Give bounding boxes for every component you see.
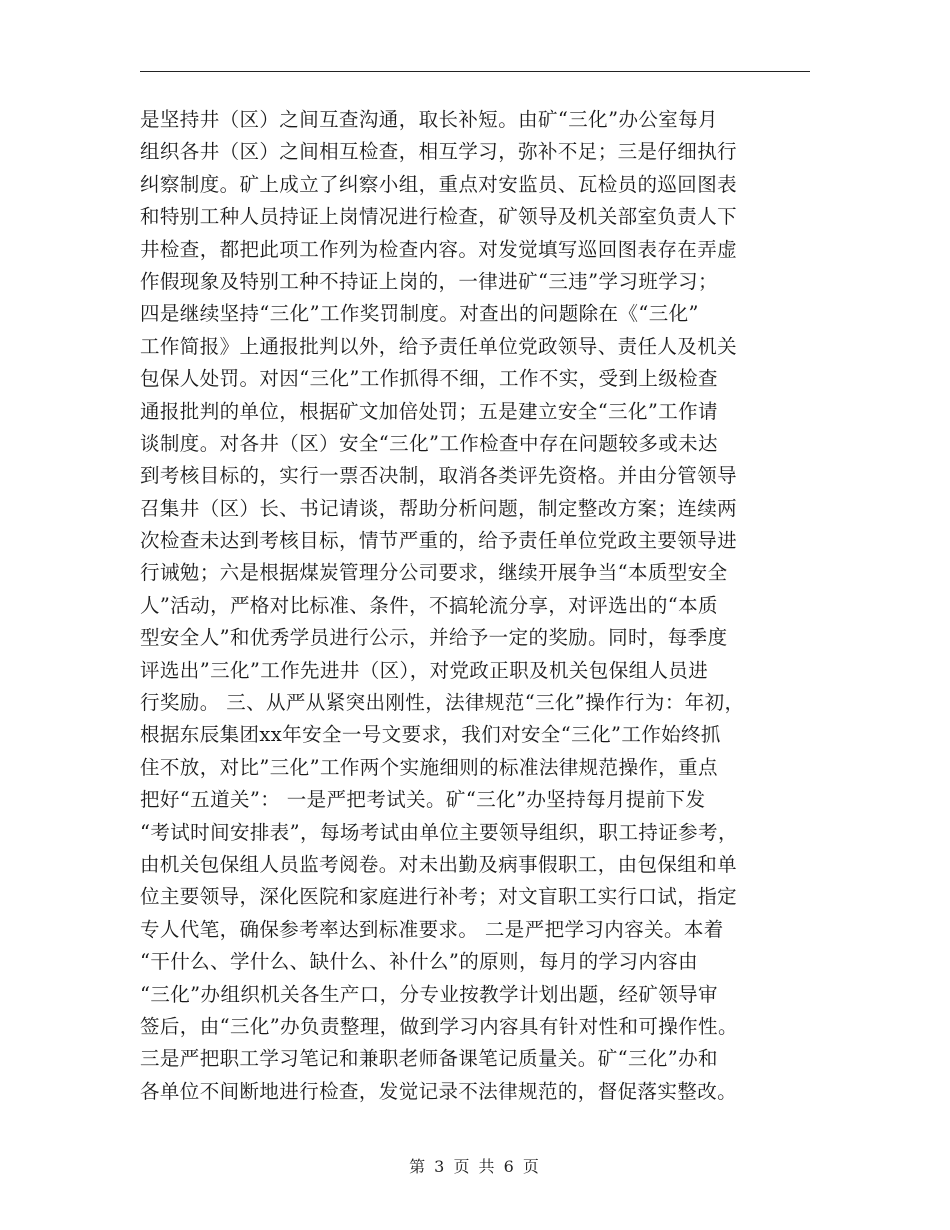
body-line: 四是继续坚持“三化”工作奖罚制度。对查出的问题除在《“三化”	[140, 302, 699, 326]
body-line: 到考核目标的，实行一票否决制，取消各类评先资格。并由分管领导	[140, 464, 738, 488]
body-line: 把好“五道关”： 一是严把考试关。矿“三化”办坚持每月提前下发	[140, 788, 706, 812]
body-line: 由机关包保组人员监考阅卷。对未出勤及病事假职工，由包保组和单	[140, 852, 738, 876]
body-line: 次检查未达到考核目标，情节严重的，给予责任单位党政主要领导进	[140, 529, 738, 553]
body-line: 住不放，对比”三化”工作两个实施细则的标准法律规范操作，重点	[140, 755, 718, 779]
header-rule	[140, 71, 810, 72]
body-line: 人”活动，严格对比标准、条件，不搞轮流分享，对评选出的“本质	[140, 593, 718, 617]
body-line: 根据东辰集团xx年安全一号文要求，我们对安全“三化”工作始终抓	[140, 723, 721, 747]
body-line: 召集井（区）长、书记请谈，帮助分析问题，制定整改方案；连续两	[140, 496, 738, 520]
body-line: 行诫勉；六是根据煤炭管理分公司要求，继续开展争当“本质型安全	[140, 561, 728, 585]
body-line: 行奖励。 三、从严从紧突出刚性，法律规范“三化”操作行为：年初，	[140, 691, 745, 715]
body-line: 和特别工种人员持证上岗情况进行检查，矿领导及机关部室负责人下	[140, 205, 738, 229]
body-line: 组织各井（区）之间相互检查，相互学习，弥补不足；三是仔细执行	[140, 140, 738, 164]
body-line: “三化”办组织机关各生产口，分专业按教学计划出题，经矿领导审	[140, 982, 718, 1006]
body-line: 签后，由“三化”办负责整理，做到学习内容具有针对性和可操作性。	[140, 1014, 738, 1038]
body-line: 工作简报》上通报批判以外，给予责任单位党政领导、责任人及机关	[140, 334, 738, 358]
body-line: 纠察制度。矿上成立了纠察小组，重点对安监员、瓦检员的巡回图表	[140, 172, 738, 196]
body-line: 谈制度。对各井（区）安全“三化”工作检查中存在问题较多或未达	[140, 431, 718, 455]
body-line: 包保人处罚。对因“三化”工作抓得不细，工作不实，受到上级检查	[140, 367, 718, 391]
body-line: 位主要领导，深化医院和家庭进行补考；对文盲职工实行口试，指定	[140, 885, 738, 909]
body-line: 作假现象及特别工种不持证上岗的，一律进矿“三违”学习班学习；	[140, 269, 718, 293]
body-line: 通报批判的单位，根据矿文加倍处罚；五是建立安全“三化”工作请	[140, 399, 718, 423]
body-line: “考试时间安排表”，每场考试由单位主要领导组织，职工持证参考，	[140, 820, 738, 844]
body-line: 专人代笔，确保参考率达到标准要求。 二是严把学习内容关。本着	[140, 917, 724, 941]
body-line: “干什么、学什么、缺什么、补什么”的原则，每月的学习内容由	[140, 950, 699, 974]
body-line: 三是严把职工学习笔记和兼职老师备课笔记质量关。矿“三化”办和	[140, 1047, 718, 1071]
body-line: 井检查，都把此项工作列为检查内容。对发觉填写巡回图表存在弄虚	[140, 237, 738, 261]
page-footer: 第 3 页 共 6 页	[409, 1157, 541, 1176]
body-line: 是坚持井（区）之间互查沟通，取长补短。由矿“三化”办公室每月	[140, 108, 718, 131]
body-line: 各单位不间断地进行检查，发觉记录不法律规范的，督促落实整改。	[140, 1079, 738, 1103]
document-body	[140, 104, 820, 1108]
body-line: 型安全人”和优秀学员进行公示，并给予一定的奖励。同时，每季度	[140, 626, 728, 650]
body-line: 评选出”三化”工作先进井（区），对党政正职及机关包保组人员进	[140, 658, 709, 682]
